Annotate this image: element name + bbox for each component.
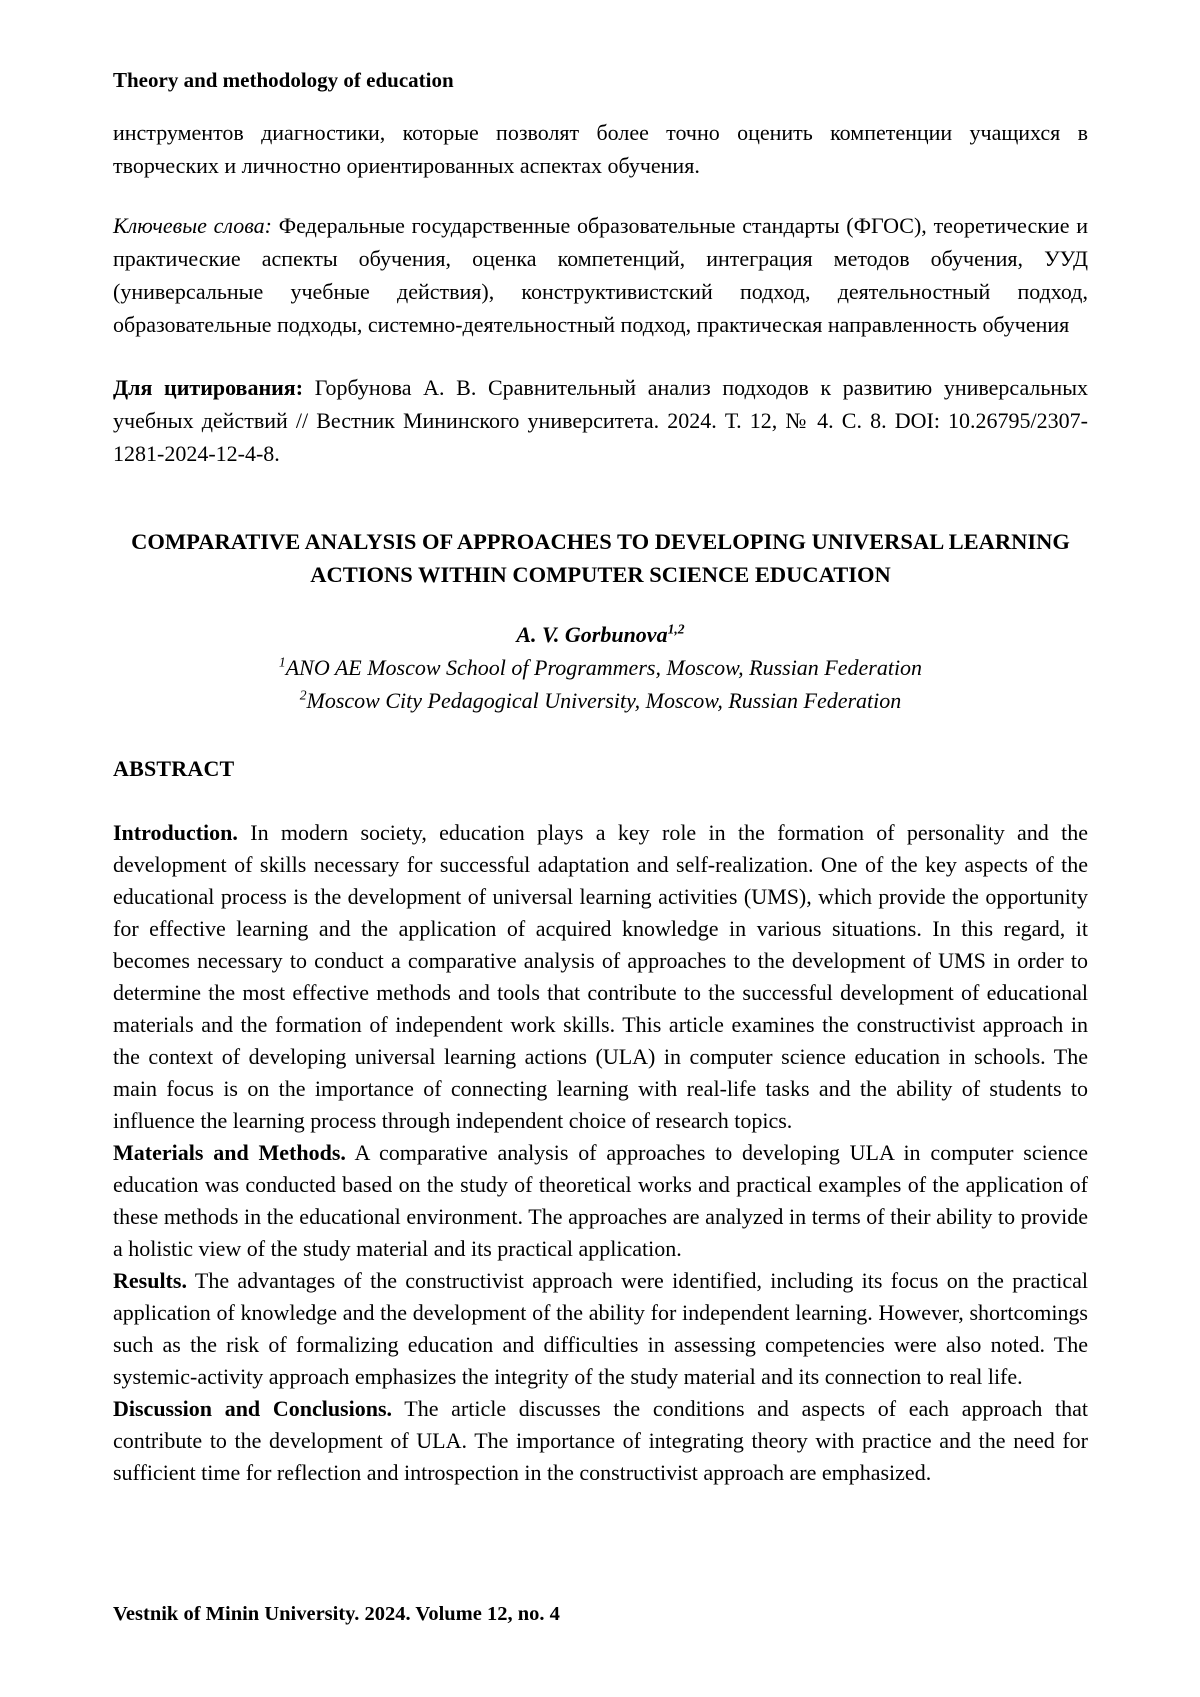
affiliation-2-marker: 2	[299, 687, 307, 703]
results-label: Results.	[113, 1268, 187, 1293]
author-name: A. V. Gorbunova	[516, 622, 668, 647]
citation-paragraph	[113, 371, 1088, 470]
citation-text: Горбунова А. В. Сравнительный анализ подходов к развитию универсальных учебных действий // Вестник Мининского университета. 2024. Т. 12, № 4. С. 8. DOI: 10.26795/2307-1281-2024-12-4-8.	[113, 375, 1088, 466]
affiliation-1	[113, 651, 1088, 684]
russian-lead-paragraph	[113, 116, 1088, 182]
running-head: Theory and methodology of education	[113, 68, 454, 92]
author-line	[113, 618, 1088, 651]
discussion-conclusions-label: Discussion and Conclusions.	[113, 1396, 393, 1421]
materials-methods-label: Materials and Methods.	[113, 1140, 346, 1165]
keywords-paragraph	[113, 209, 1088, 341]
author-affiliation-superscript: 1,2	[667, 621, 685, 637]
introduction-label: Introduction.	[113, 820, 238, 845]
introduction-text: In modern society, education plays a key role in the formation of personality and the development of skills necessary for successful adaptation and self-realization. One of the key aspects of the educational process is the development of universal learning activities (UMS), which provide the opportunity for effective learning and the application of acquired knowledge in various situations. In this regard, it becomes necessary to conduct a comparative analysis of approaches to the development of UMS in order to determine the most effective methods and tools that contribute to the successful development of educational materials and the formation of independent work skills. This article examines the constructivist approach in the context of developing universal learning actions (ULA) in computer science education in schools. The main focus is on the importance of connecting learning with real-life tasks and the ability of students to influence the learning process through independent choice of research topics.	[113, 820, 1089, 1133]
results-text: The advantages of the constructivist approach were identified, including its focus on the practical application of knowledge and the development of the ability for independent learning. However, shortcomings such as the risk of formalizing education and difficulties in assessing competencies were also noted. The systemic-activity approach emphasizes the integrity of the study material and its connection to real life.	[113, 1268, 1088, 1389]
discussion-conclusions-text: The article discusses the conditions and aspects of each approach that contribute to the development of ULA. The importance of integrating theory with practice and the need for sufficient time for reflection and introspection in the constructivist approach are emphasized.	[113, 1396, 1088, 1485]
abstract-section-introduction	[113, 817, 1088, 1137]
article-title: COMPARATIVE ANALYSIS OF APPROACHES TO DEVELOPING UNIVERSAL LEARNING ACTIONS WITHIN COMPUTER SCIENCE EDUCATION	[131, 529, 1070, 587]
abstract-heading: ABSTRACT	[113, 756, 235, 781]
keywords-text: Федеральные государственные образовательные стандарты (ФГОС), теоретические и практические аспекты обучения, оценка компетенций, интеграция методов обучения, УУД (универсальные учебные действия), конструктивистский подход, деятельностный подход, образовательные подходы, системно-деятельностный подход, практическая направленность обучения	[113, 213, 1088, 337]
citation-label: Для цитирования:	[113, 375, 304, 400]
abstract-section-discussion-conclusions	[113, 1393, 1088, 1489]
affiliation-1-text: ANO AE Moscow School of Programmers, Moscow, Russian Federation	[285, 655, 923, 680]
page-footer: Vestnik of Minin University. 2024. Volume 12, no. 4	[113, 1603, 560, 1625]
affiliation-2-text: Moscow City Pedagogical University, Moscow, Russian Federation	[306, 688, 902, 713]
abstract-section-materials-methods	[113, 1137, 1088, 1265]
russian-lead-text: инструментов диагностики, которые позволят более точно оценить компетенции учащихся в творческих и личностно ориентированных аспектах обучения.	[113, 120, 1088, 178]
keywords-label: Ключевые слова:	[113, 213, 273, 238]
abstract-section-results	[113, 1265, 1088, 1393]
materials-methods-text: A comparative analysis of approaches to developing ULA in computer science education was conducted based on the study of theoretical works and practical examples of the application of these methods in the educational environment. The approaches are analyzed in terms of their ability to provide a holistic view of the study material and its practical application.	[113, 1140, 1089, 1261]
affiliation-1-marker: 1	[278, 654, 286, 670]
affiliation-2	[113, 684, 1088, 717]
abstract-body	[113, 817, 1088, 1489]
